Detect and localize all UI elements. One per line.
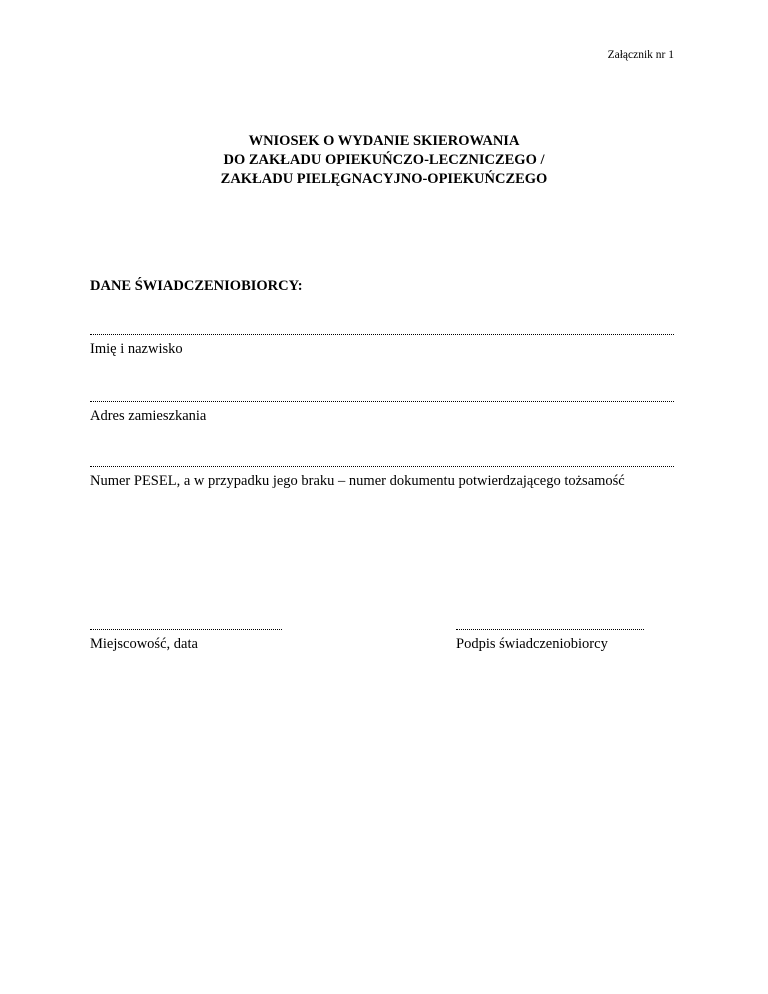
pesel-dotted-line — [90, 462, 674, 467]
name-label: Imię i nazwisko — [90, 341, 183, 357]
place-date-label: Miejscowość, data — [90, 636, 198, 652]
pesel-field — [90, 462, 674, 490]
place-date-field — [90, 625, 282, 653]
section-heading: DANE ŚWIADCZENIOBIORCY: — [90, 278, 303, 294]
address-dotted-line — [90, 397, 674, 402]
signature-dotted-line — [456, 625, 644, 630]
annex-label: Załącznik nr 1 — [607, 49, 674, 61]
name-dotted-line — [90, 330, 674, 335]
name-field — [90, 330, 674, 358]
document-title — [0, 132, 768, 189]
title-line-3: ZAKŁADU PIELĘGNACYJNO-OPIEKUŃCZEGO — [220, 171, 548, 187]
address-field — [90, 397, 674, 425]
title-line-1: WNIOSEK O WYDANIE SKIEROWANIA — [248, 133, 520, 149]
title-line-2: DO ZAKŁADU OPIEKUŃCZO-LECZNICZEGO / — [223, 152, 545, 168]
pesel-label: Numer PESEL, a w przypadku jego braku – numer dokumentu potwierdzającego tożsamość — [90, 473, 625, 489]
place-date-dotted-line — [90, 625, 282, 630]
address-label: Adres zamieszkania — [90, 408, 207, 424]
signature-field — [456, 625, 644, 653]
signature-label: Podpis świadczeniobiorcy — [456, 636, 608, 652]
